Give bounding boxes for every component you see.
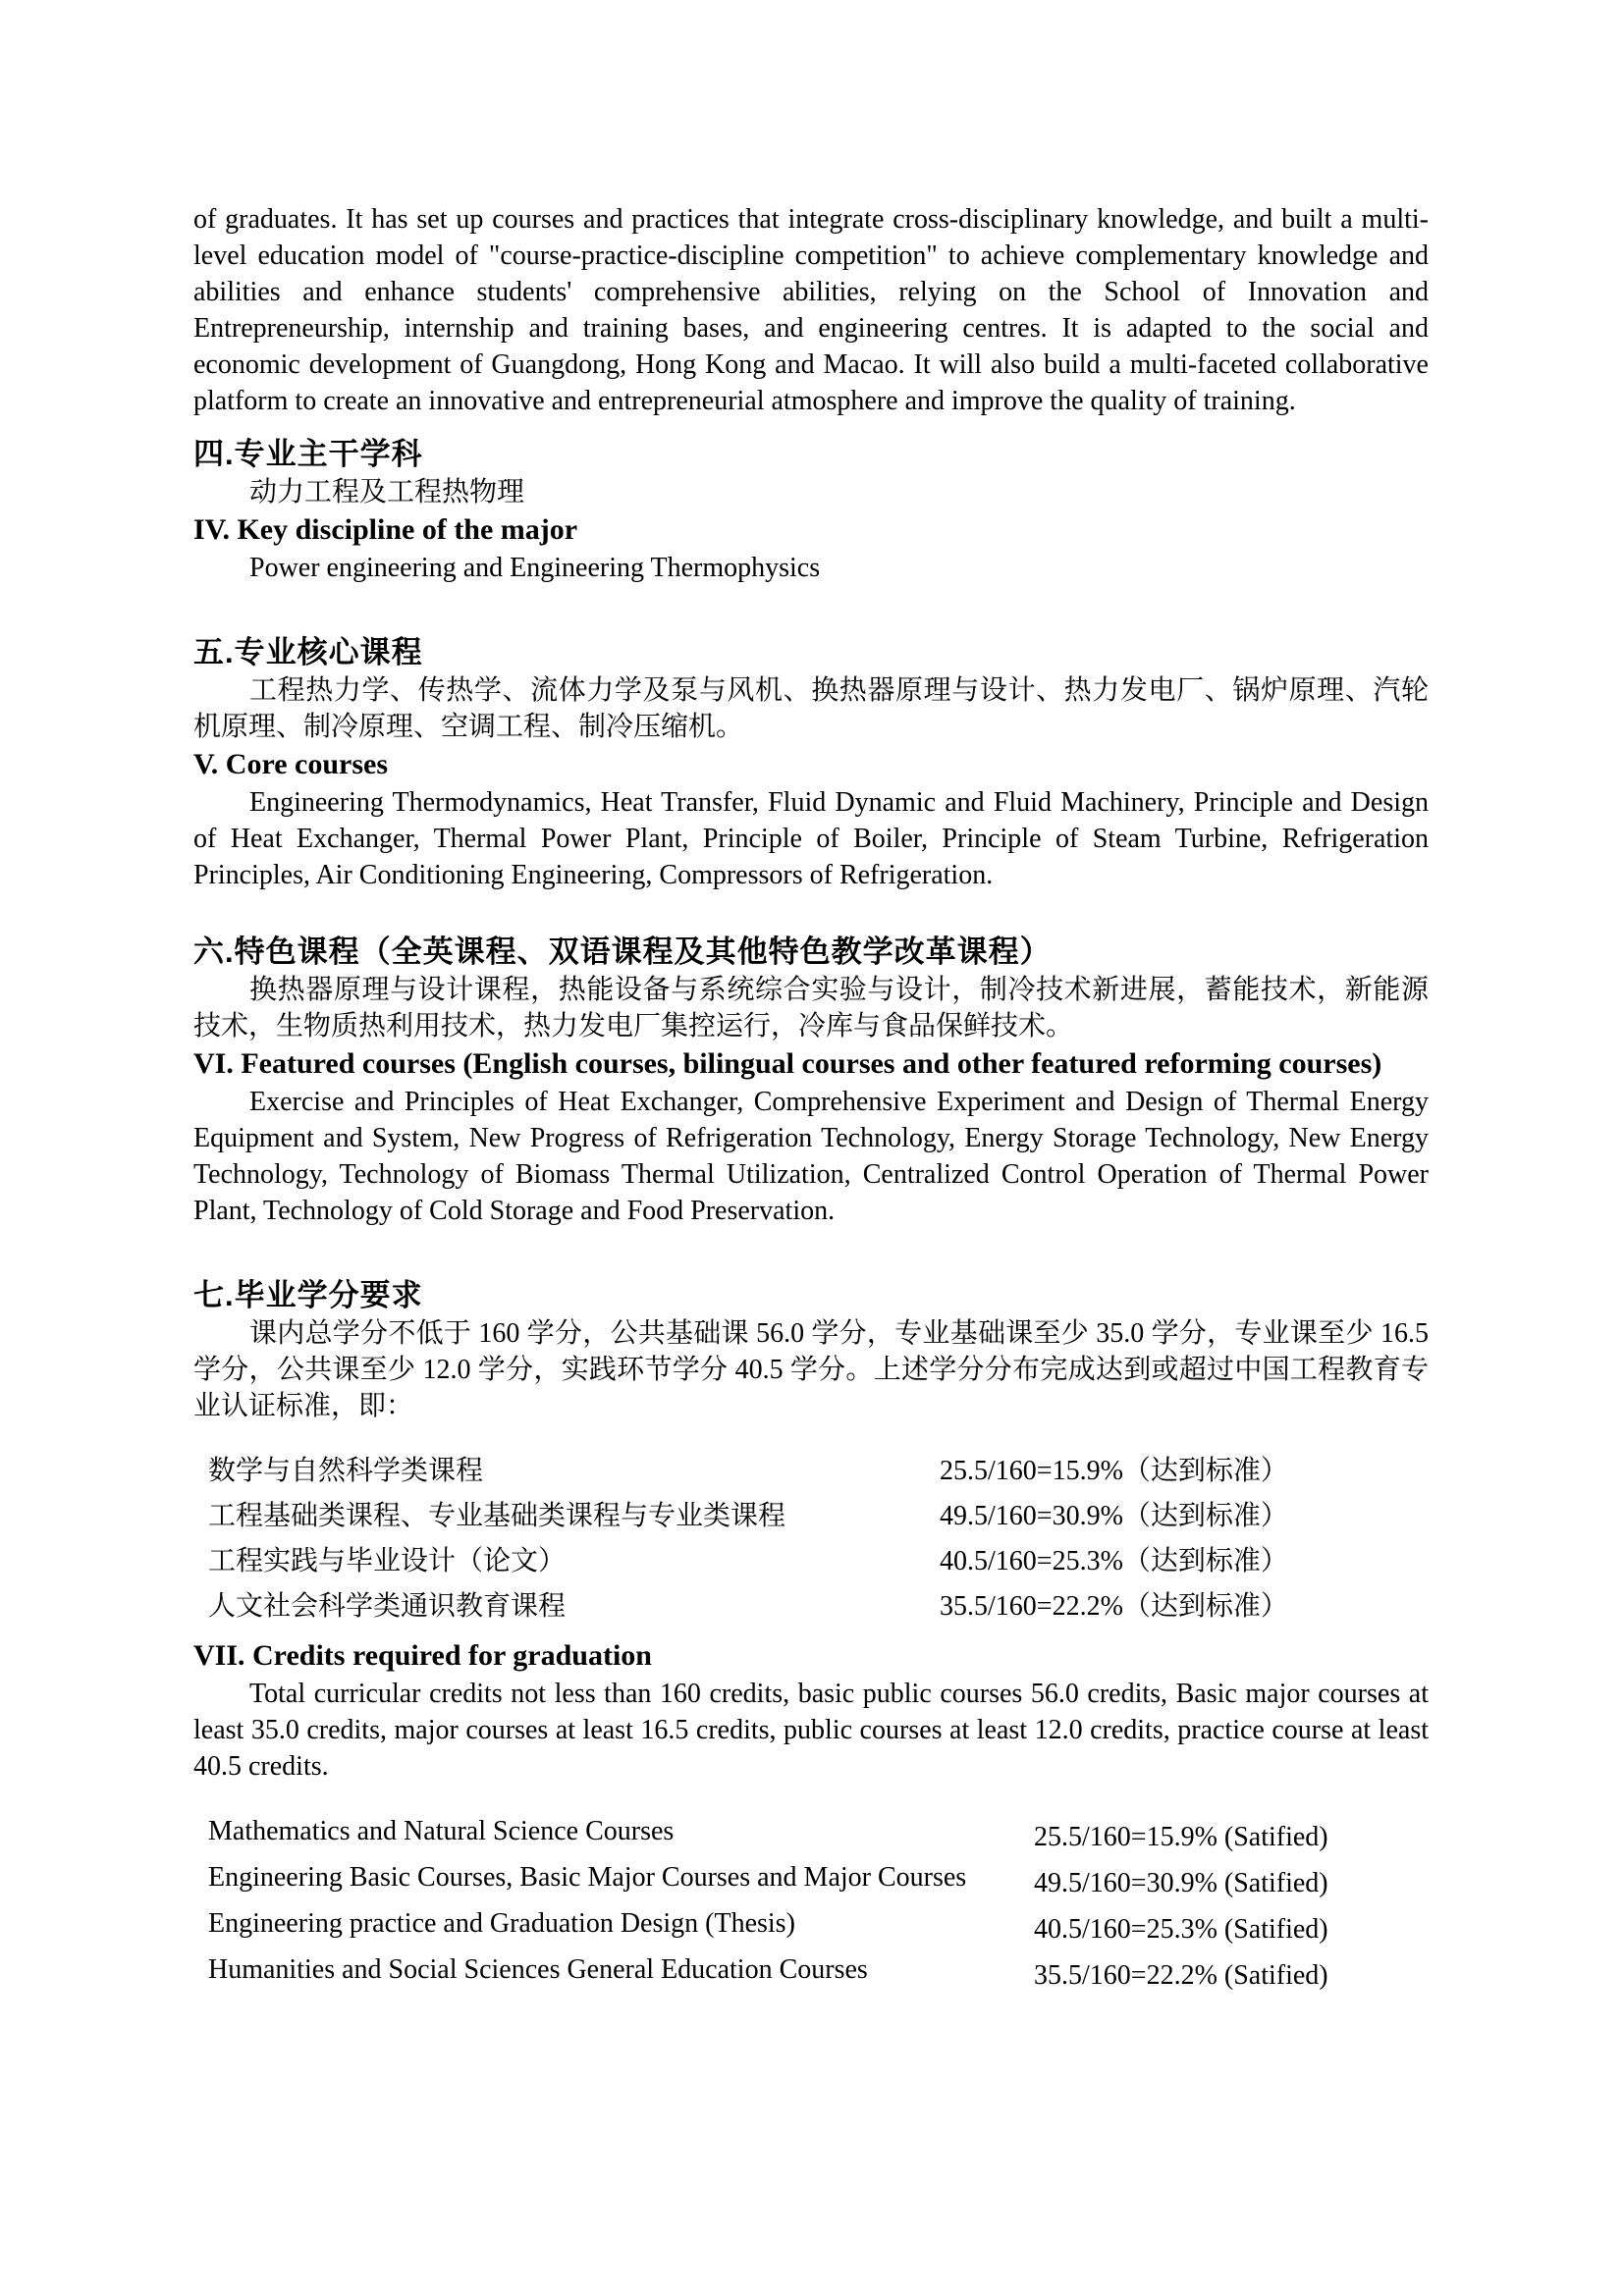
- section-6-body-zh: 换热器原理与设计课程，热能设备与系统综合实验与设计，制冷技术新进展，蓄能技术，新能源技术，生物质热利用技术，热力发电厂集控运行，冷库与食品保鲜技术。: [193, 975, 1429, 1041]
- section-5-body-zh: 工程热力学、传热学、流体力学及泵与风机、换热器原理与设计、热力发电厂、锅炉原理、汽轮机原理、制冷原理、空调工程、制冷压缩机。: [193, 675, 1429, 742]
- section-7-body-en: Total curricular credits not less than 160 credits, basic public courses 56.0 credits, Basic major courses at least 35.0 credits, major courses at least 16.5 credits, public courses at least 12.0 credits, practice course at least 40.5 credits.: [193, 1679, 1429, 1782]
- credit-ratio-value: 25.5/160=15.9%（达到标准）: [940, 1456, 1288, 1486]
- credit-ratio-value: 25.5/160=15.9% (Satified): [1034, 1822, 1328, 1852]
- credit-category-label: 人文社会科学类通识教育课程: [208, 1591, 567, 1622]
- credit-category-label: Mathematics and Natural Science Courses: [208, 1816, 675, 1846]
- section-7-heading-zh: 七.毕业学分要求: [193, 1278, 423, 1312]
- credit-category-label: Humanities and Social Sciences General Education Courses: [208, 1954, 868, 1985]
- credit-category-label: 工程实践与毕业设计（论文）: [208, 1546, 567, 1576]
- section-7-body-zh: 课内总学分不低于 160 学分，公共基础课 56.0 学分，专业基础课至少 35.0 学分，专业课至少 16.5 学分，公共课至少 12.0 学分，实践环节学分 40.5 学分。上述学分分布完成达到或超过中国工程教育专业认证标准，即：: [193, 1318, 1429, 1421]
- credit-category-label: 工程基础类课程、专业基础类课程与专业类课程: [208, 1501, 786, 1531]
- table-row: [193, 1816, 1429, 1862]
- credit-ratio-value: 49.5/160=30.9%（达到标准）: [940, 1501, 1288, 1531]
- document-content: [193, 201, 1429, 2001]
- credits-table-en: [193, 1816, 1429, 2001]
- credit-ratio-value: 49.5/160=30.9% (Satified): [1034, 1868, 1328, 1898]
- section-4-body-en: Power engineering and Engineering Thermophysics: [249, 553, 821, 583]
- table-row: [193, 1501, 1429, 1546]
- table-row: [193, 1954, 1429, 2001]
- section-6-heading-zh: 六.特色课程（全英课程、双语课程及其他特色教学改革课程）: [193, 934, 1052, 969]
- section-5-heading-en: V. Core courses: [193, 748, 389, 780]
- credit-category-label: Engineering practice and Graduation Design (Thesis): [208, 1908, 795, 1939]
- table-row: [193, 1456, 1429, 1501]
- section-5-heading-zh: 五.专业核心课程: [193, 635, 423, 669]
- table-row: [193, 1908, 1429, 1954]
- section-4-body-zh: 动力工程及工程热物理: [249, 477, 525, 507]
- intro-paragraph: of graduates. It has set up courses and practices that integrate cross-disciplinary knowledge, and built a multi-level education model of "course-practice-discipline competition" to achieve complementary knowledge and abilities and enhance students' comprehensive abilities, relying on the School of Innovation and Entrepreneurship, internship and training bases, and engineering centres. It is adapted to the social and economic development of Guangdong, Hong Kong and Macao. It will also build a multi-faceted collaborative platform to create an innovative and entrepreneurial atmosphere and improve the quality of training.: [193, 204, 1429, 416]
- table-row: [193, 1862, 1429, 1908]
- credits-table-zh: [193, 1456, 1429, 1636]
- credit-category-label: 数学与自然科学类课程: [208, 1456, 484, 1486]
- section-4-heading-zh: 四.专业主干学科: [193, 437, 423, 471]
- section-7-heading-en: VII. Credits required for graduation: [193, 1639, 652, 1672]
- credit-ratio-value: 35.5/160=22.2%（达到标准）: [940, 1591, 1288, 1622]
- section-4-heading-en: IV. Key discipline of the major: [193, 513, 578, 546]
- credit-ratio-value: 40.5/160=25.3%（达到标准）: [940, 1546, 1288, 1576]
- table-row: [193, 1591, 1429, 1636]
- section-6-body-en: Exercise and Principles of Heat Exchanger, Comprehensive Experiment and Design of Thermal Energy Equipment and System, New Progress of Refrigeration Technology, Energy Storage Technology, New Energy Technology, Technology of Biomass Thermal Utilization, Centralized Control Operation of Thermal Power Plant, Technology of Cold Storage and Food Preservation.: [193, 1087, 1429, 1226]
- table-row: [193, 1546, 1429, 1591]
- credit-ratio-value: 35.5/160=22.2% (Satified): [1034, 1960, 1328, 1991]
- credit-ratio-value: 40.5/160=25.3% (Satified): [1034, 1914, 1328, 1945]
- section-5-body-en: Engineering Thermodynamics, Heat Transfer, Fluid Dynamic and Fluid Machinery, Principle and Design of Heat Exchanger, Thermal Power Plant, Principle of Boiler, Principle of Steam Turbine, Refrigeration Principles, Air Conditioning Engineering, Compressors of Refrigeration.: [193, 787, 1429, 890]
- section-6-heading-en: VI. Featured courses (English courses, bilingual courses and other featured reforming courses): [193, 1047, 1382, 1080]
- credit-category-label: Engineering Basic Courses, Basic Major Courses and Major Courses: [208, 1862, 967, 1893]
